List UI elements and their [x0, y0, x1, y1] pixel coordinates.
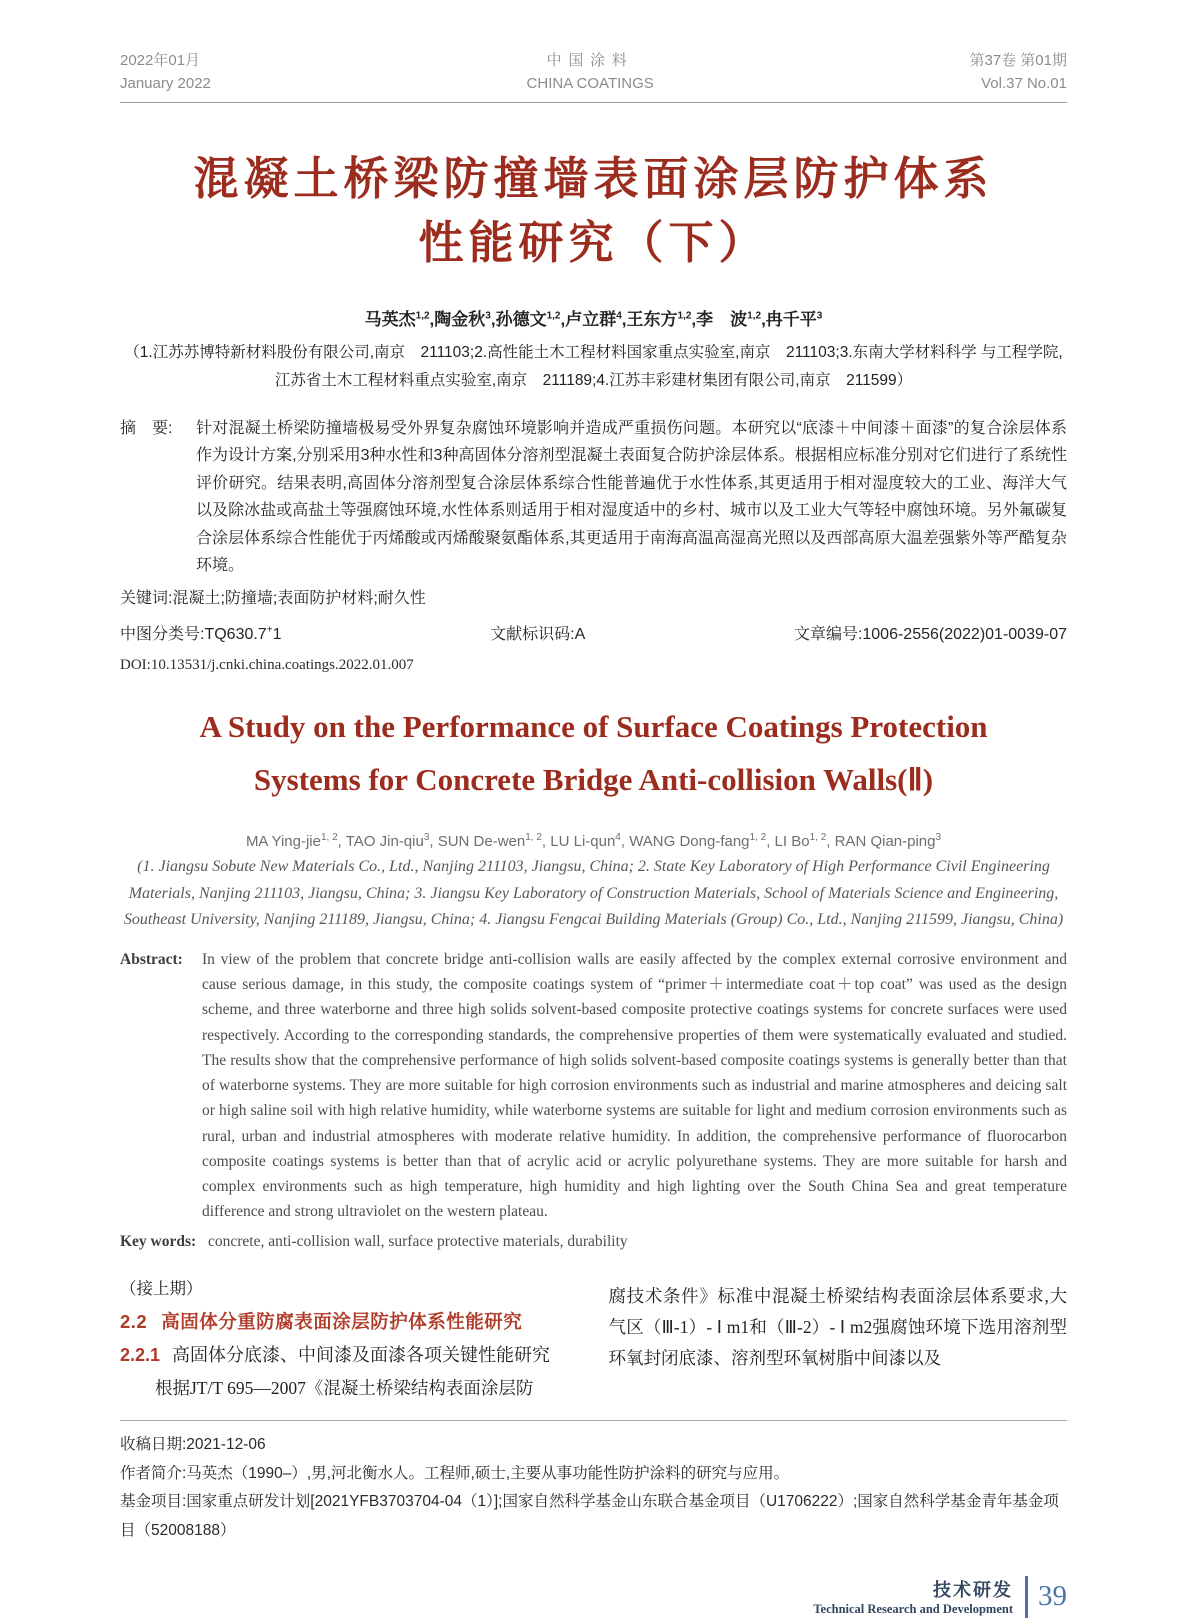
footnote-funding: 基金项目:国家重点研发计划[2021YFB3703704-04（1）];国家自然科学基金山东联合基金项目（U1706222）;国家自然科学基金青年基金项目（52008188）	[120, 1493, 1059, 1539]
section-title: 高固体分重防腐表面涂层防护体系性能研究	[161, 1310, 523, 1332]
clc-number	[120, 621, 281, 644]
author-cn-affil-sup: 1,2	[415, 310, 430, 322]
footer-section	[813, 1576, 1013, 1617]
author-en: , LI Bo	[766, 833, 810, 851]
body-paragraph-right: 腐技术条件》标准中混凝土桥梁结构表面涂层体系要求,大气区（Ⅲ-1）- Ⅰ m1和（Ⅲ-2）- Ⅰ m2强腐蚀环境下选用溶剂型环氧封闭底漆、溶剂型环氧树脂中间漆以及	[608, 1285, 1067, 1369]
author-cn: ,卢立群	[560, 309, 617, 329]
header-issue	[969, 50, 1067, 95]
author-en-affil-sup: 1, 2	[320, 832, 338, 844]
author-cn-affil-sup: 1,2	[677, 310, 692, 322]
abstract-cn-text: 针对混凝土桥梁防撞墙极易受外界复杂腐蚀环境影响并造成严重损伤问题。本研究以“底漆＋中间漆＋面漆”的复合涂层体系作为设计方案,分别采用3种水性和3种高固体分溶剂型混凝土表面复合防护涂层体系。根据相应标准分别对它们进行了系统性评价研究。结果表明,高固体分溶剂型复合涂层体系综合性能普遍优于水性体系,其更适用于相对湿度较大的工业、海洋大气以及除冰盐或高盐土等强腐蚀环境,水性体系则适用于相对湿度适中的乡村、城市以及工业大气等轻中腐蚀环境。另外氟碳复合涂层体系综合性能优于丙烯酸或丙烯酸聚氨酯体系,其更适用于南海高温高湿高光照以及西部高原大温差强紫外等严酷复杂环境。	[196, 419, 1067, 575]
keywords-cn: 关键词:混凝土;防撞墙;表面防护材料;耐久性	[120, 589, 426, 607]
keywords-en	[120, 1230, 1067, 1253]
body-column-left	[120, 1275, 579, 1404]
footer-divider-bar	[1025, 1576, 1028, 1618]
header-date-cn: 2022年01月	[120, 52, 201, 69]
author-cn-affil-sup: 3	[816, 310, 823, 322]
footnote-divider	[120, 1420, 1067, 1421]
header-divider	[120, 102, 1067, 103]
header-issue-cn: 第37卷 第01期	[969, 52, 1067, 69]
page-header	[120, 50, 1067, 95]
author-en-affil-sup: 3	[423, 832, 430, 844]
body-paragraph-left: 根据JT/T 695—2007《混凝土桥梁结构表面涂层防	[155, 1377, 534, 1398]
footer-section-cn: 技术研发	[933, 1580, 1013, 1601]
section-number: 2.2	[120, 1310, 148, 1332]
author-en-affil-sup: 1, 2	[525, 832, 542, 844]
author-cn: ,陶金秋	[429, 309, 486, 329]
body-column-right	[609, 1275, 1068, 1404]
footnote-author-bio: 作者简介:马英杰（1990–）,男,河北衡水人。工程师,硕士,主要从事功能性防护涂料的研究与应用。	[120, 1464, 790, 1482]
section-heading-2-2	[120, 1308, 579, 1334]
section-number: 2.2.1	[120, 1344, 161, 1365]
article-title-cn-line1: 混凝土桥梁防撞墙表面涂层防护体系	[193, 153, 994, 204]
section-title: 高固体分底漆、中间漆及面漆各项关键性能研究	[172, 1344, 551, 1365]
author-cn-affil-sup: 3	[485, 310, 491, 322]
keywords-en-text: concrete, anti-collision wall, surface protective materials, durability	[208, 1232, 628, 1250]
author-cn-affil-sup: 1,2	[747, 310, 762, 322]
author-en: , LU Li-qun	[541, 833, 616, 851]
classification-row	[120, 621, 1067, 644]
author-en: , RAN Qian-ping	[826, 833, 936, 851]
authors-en	[120, 832, 1067, 850]
abstract-en	[120, 947, 1067, 1225]
clc-tail: 1	[272, 625, 282, 643]
document-code: 文献标识码:A	[490, 625, 586, 643]
author-cn: ,冉千平	[761, 309, 817, 329]
affiliations-en: (1. Jiangsu Sobute New Materials Co., Ltd., Nanjing 211103, Jiangsu, China; 2. State Key Laboratory of High Performance Civil Engineering Materials, Nanjing 211103, Jiangsu, China; 3. Jiangsu Key Laboratory of Construction Materials, School of Materials Science and Engineering, Southeast University, Nanjing 211189, Jiangsu, China; 4. Jiangsu Fengcai Building Materials (Group) Co., Ltd., Nanjing 211599, Jiangsu, China)	[123, 858, 1064, 929]
page-number: 39	[1038, 1580, 1067, 1613]
author-cn-affil-sup: 4	[616, 310, 622, 322]
journal-name-cn: 中国涂料	[546, 52, 634, 69]
body-columns	[120, 1275, 1067, 1404]
keywords-en-label: Key words:	[120, 1232, 197, 1250]
article-title-cn	[120, 147, 1067, 275]
header-date	[120, 50, 211, 95]
journal-name-en: CHINA COATINGS	[526, 74, 654, 92]
article-title-en-line2: Systems for Concrete Bridge Anti-collision Walls(Ⅱ)	[253, 762, 934, 798]
continuation-note: （接上期）	[120, 1278, 203, 1298]
author-en: , SUN De-wen	[429, 833, 526, 851]
author-en-affil-sup: 1, 2	[749, 832, 767, 844]
clc-base: 中图分类号:TQ630.7	[120, 625, 267, 643]
author-en: , WANG Dong-fang	[620, 833, 750, 851]
affiliations-cn: （1.江苏苏博特新材料股份有限公司,南京 211103;2.高性能土木工程材料国家重点实验室,南京 211103;3.东南大学材料科学 与工程学院,江苏省土木工程材料重点实验室,南京 211189;4.江苏丰彩建材集团有限公司,南京 211599）	[124, 343, 1063, 389]
author-en: , TAO Jin-qiu	[337, 833, 424, 851]
footer-section-en: Technical Research and Development	[813, 1602, 1013, 1617]
author-en-affil-sup: 1, 2	[809, 832, 827, 844]
article-title-cn-line2: 性能研究（下）	[418, 216, 769, 268]
abstract-en-text: In view of the problem that concrete bridge anti-collision walls are easily affected by the complex external corrosive environment and cause serious damage, in this study, the composite coatings system of “primer＋intermediate coat＋top coat” was used as the design scheme, and three waterborne and three high solids solvent-based composite protective coatings systems for concrete surfaces were used respectively. According to the corresponding standards, the comprehensive properties of them were systematically evaluated and studied. The results show that the comprehensive performance of high solids solvent-based composite coatings systems is generally better than that of waterborne systems. They are more suitable for high corrosion environments such as industrial and marine atmospheres and deicing salt or high saline soil with high relative humidity, while waterborne systems are suitable for light and medium corrosion environments such as rural, urban and industrial atmospheres with moderate relative humidity. In addition, the comprehensive performance of fluorocarbon composite coatings systems is better than that of acrylic acid or acrylic polyurethane systems. They are more suitable for harsh and complex environments such as high temperature, high humidity and high lighting over the South China Sea and great temperature difference and strong ultraviolet on the western plateau.	[202, 950, 1067, 1221]
footnote-received-date: 收稿日期:2021-12-06	[120, 1435, 266, 1453]
clc-sup: +	[266, 624, 273, 636]
footnotes	[120, 1431, 1067, 1546]
author-en-affil-sup: 4	[615, 832, 621, 844]
author-cn: ,李 波	[691, 309, 748, 329]
header-date-en: January 2022	[120, 74, 211, 92]
doi: DOI:10.13531/j.cnki.china.coatings.2022.01.007	[120, 656, 414, 673]
abstract-cn-label: 摘 要:	[120, 419, 173, 437]
article-id: 文章编号:1006-2556(2022)01-0039-07	[793, 625, 1067, 643]
abstract-en-label: Abstract:	[120, 950, 183, 968]
author-cn: ,王东方	[621, 309, 678, 329]
article-title-en-line1: A Study on the Performance of Surface Coatings Protection	[199, 708, 988, 744]
author-en: MA Ying-jie	[245, 833, 321, 851]
authors-cn	[120, 305, 1067, 330]
header-journal	[527, 50, 654, 95]
header-issue-en: Vol.37 No.01	[981, 74, 1067, 92]
article-title-en	[120, 700, 1067, 807]
author-en-affil-sup: 3	[935, 832, 942, 844]
page-footer	[120, 1576, 1067, 1618]
section-heading-2-2-1	[120, 1341, 579, 1367]
abstract-cn	[120, 415, 1067, 580]
author-cn: ,孙德文	[490, 309, 547, 329]
author-cn: 马英杰	[364, 309, 416, 329]
author-cn-affil-sup: 1,2	[546, 310, 561, 322]
